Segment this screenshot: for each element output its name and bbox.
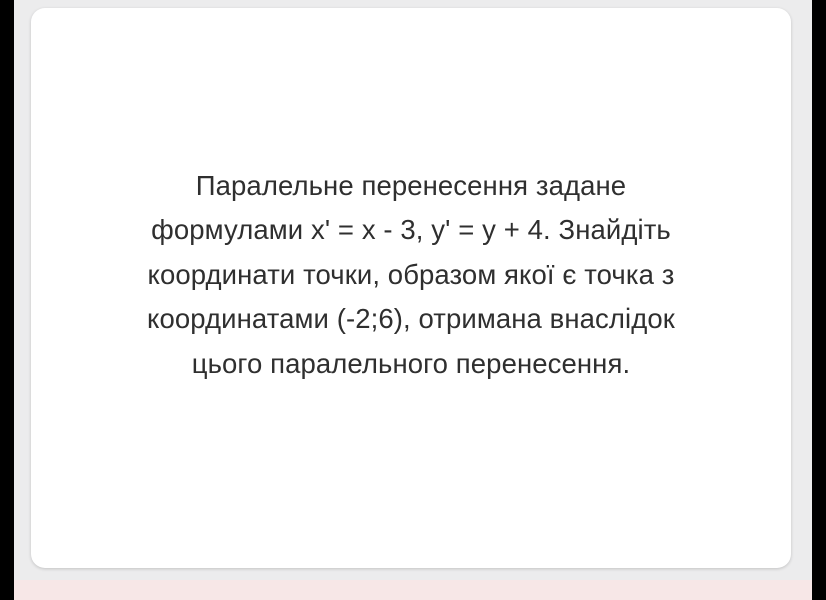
question-text: Паралельне перенесення задане формулами x' = x - 3, y' = y + 4. Знайдіть координати точки, образом якої є точка з координатами (-2;6), отримана внаслідок цього паралельного перенесення.	[147, 169, 675, 379]
bottom-accent-strip	[14, 580, 812, 600]
question-card	[31, 8, 791, 568]
